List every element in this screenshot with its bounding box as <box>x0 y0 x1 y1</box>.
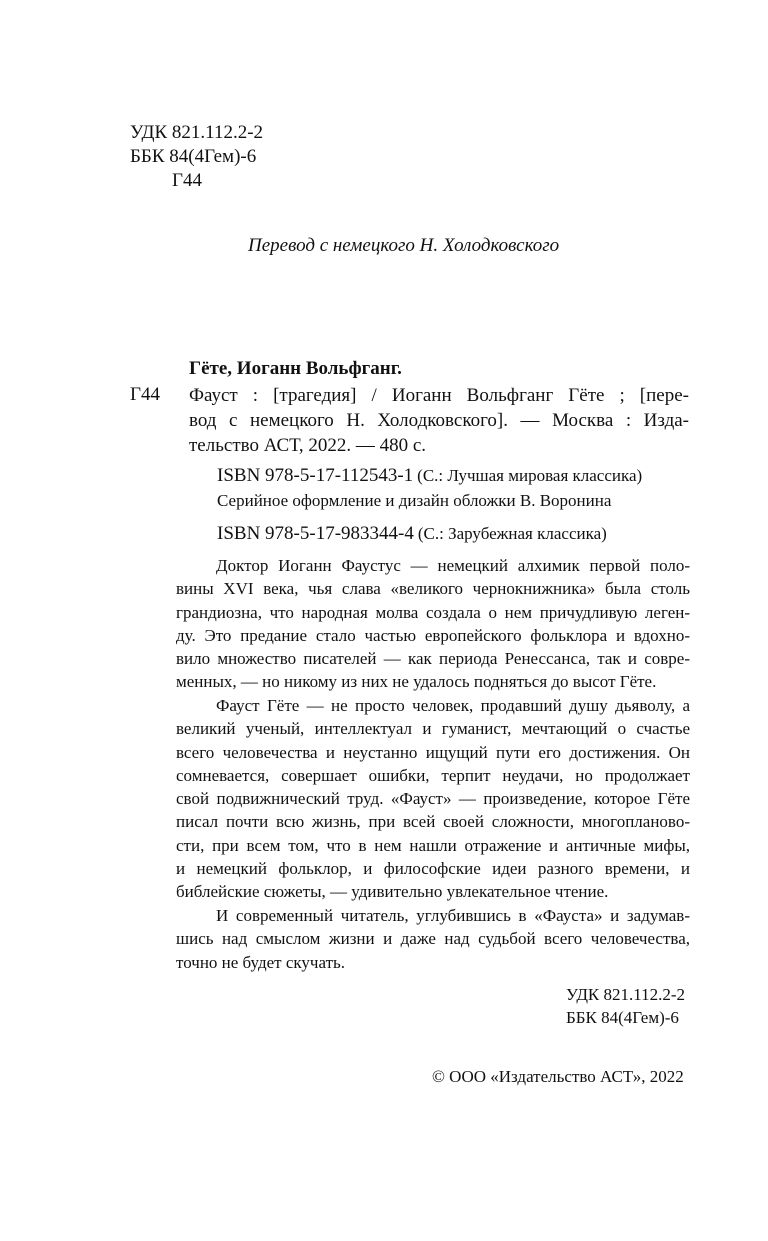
bib-description <box>189 383 689 458</box>
isbn-1: ISBN 978-5-17-112543-1 <box>217 465 414 486</box>
annotation-line: шись над смыслом жизни и даже над судьбой всего человечества, <box>176 929 690 949</box>
bib-description-line: вод с немецкого Н. Холодковского]. — Москва : Изда- <box>189 410 689 431</box>
annotation-line: великий ученый, интеллектуал и гуманист, мечтающий о счастье <box>176 719 690 739</box>
bib-description-line: тельство АСТ, 2022. — 480 с. <box>189 435 427 456</box>
author-heading: Гёте, Иоганн Вольфганг. <box>189 358 402 379</box>
annotation-line: сомневается, совершает ошибки, терпит неудачи, но продолжает <box>176 765 690 785</box>
annotation-line: точно не будет скучать. <box>176 952 346 972</box>
annotation-line: сти, при всем том, что в нем нашли отражение и античные мифы, <box>176 835 690 855</box>
annotation-line: грандиозна, что народная молва создала о нем причудливую леген- <box>176 602 690 622</box>
udk-code: УДК 821.112.2-2 <box>130 122 264 143</box>
left-author-sign: Г44 <box>130 384 160 405</box>
annotation-line: Доктор Иоганн Фаустус — немецкий алхимик первой поло- <box>216 556 690 575</box>
bib-description-line: Фауст : [трагедия] / Иоганн Вольфганг Гёте ; [пере- <box>189 385 689 406</box>
isbn-1-series: (С.: Лучшая мировая классика) <box>417 466 643 485</box>
footer-udk-code: УДК 821.112.2-2 <box>566 985 686 1004</box>
isbn-2-line <box>217 522 607 546</box>
bbk-code: ББК 84(4Гем)-6 <box>130 146 257 167</box>
annotation-line: ду. Это предание стало частью европейского фольклора и вдохно- <box>176 625 690 645</box>
annotation-line: И современный читатель, углубившись в «Фауста» и задумав- <box>216 906 690 925</box>
annotation-paragraph-2 <box>176 694 690 904</box>
annotation-line: писал почти всю жизнь, при всей своей сложности, многопланово- <box>176 812 690 832</box>
annotation-line: библейские сюжеты, — удивительно увлекательное чтение. <box>176 882 609 902</box>
isbn-1-line <box>217 464 642 488</box>
copyright-notice: © ООО «Издательство АСТ», 2022 <box>432 1067 684 1086</box>
annotation-paragraph-1 <box>176 554 690 694</box>
annotation-line: свой подвижнический труд. «Фауст» — произведение, которое Гёте <box>176 789 690 809</box>
annotation-line: вины XVI века, чья слава «великого чернокнижника» была столь <box>176 579 690 599</box>
annotation-line: всего человечества и неустанно ищущий пути его достижения. Он <box>176 742 690 762</box>
annotation-paragraph-3 <box>176 904 690 974</box>
annotation-line: и немецкий фольклор, и философские идеи разного времени, и <box>176 859 690 879</box>
translation-note: Перевод с немецкого Н. Холодковского <box>248 235 560 256</box>
footer-bbk-code: ББК 84(4Гем)-6 <box>566 1008 679 1027</box>
author-sign: Г44 <box>172 170 202 191</box>
annotation-line: менных, — но никому из них не удалось подняться до высот Гёте. <box>176 672 657 692</box>
isbn-2: ISBN 978-5-17-983344-4 <box>217 523 414 544</box>
design-credit: Серийное оформление и дизайн обложки В. Воронина <box>217 491 612 510</box>
annotation-line: вило множество писателей — как периода Ренессанса, так и совре- <box>176 649 690 669</box>
annotation-line: Фауст Гёте — не просто человек, продавший душу дьяволу, а <box>216 696 690 715</box>
isbn-2-series: (С.: Зарубежная классика) <box>417 524 607 543</box>
